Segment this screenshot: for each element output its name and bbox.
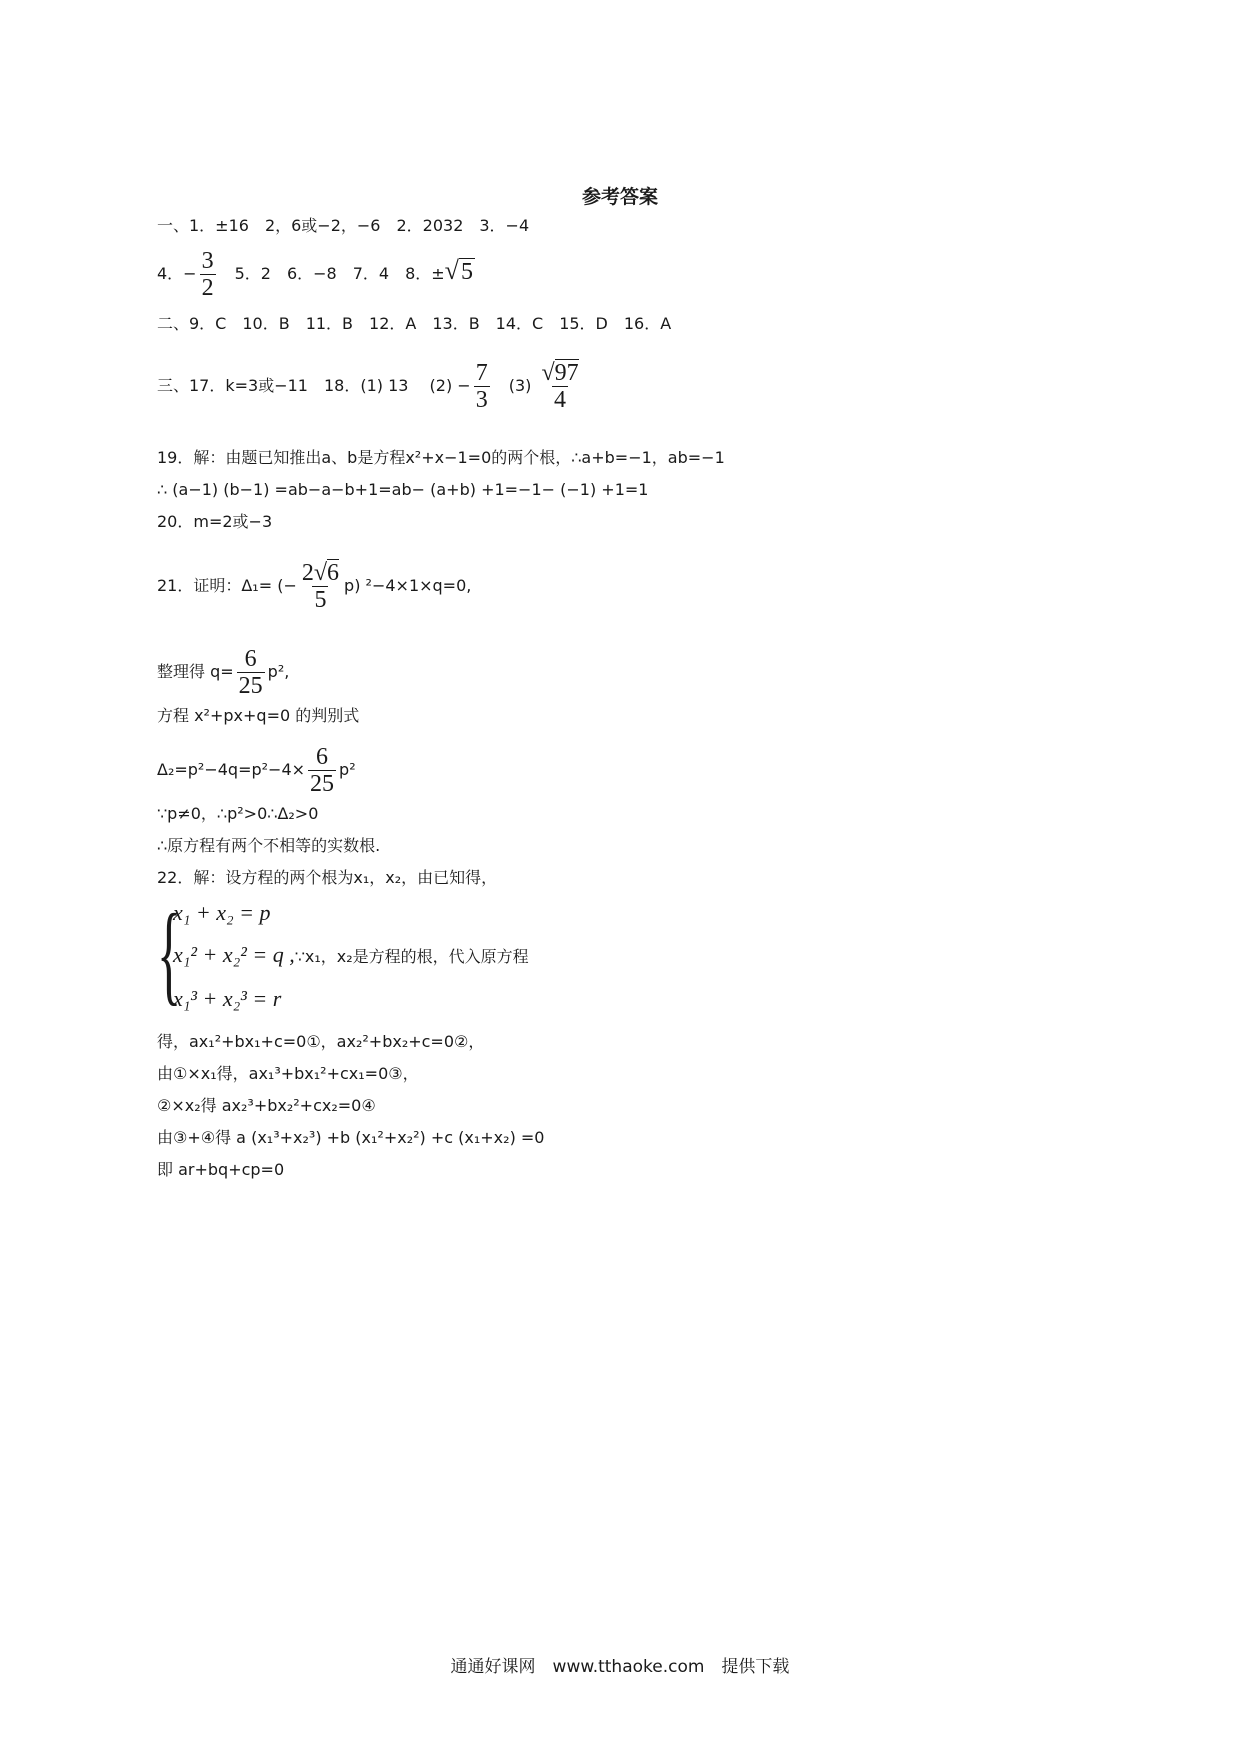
answer-line-discriminant-label: 方程 x²+px+q=0 的判别式: [157, 706, 360, 725]
answer-line-3: 二、9．C 10．B 11．B 12．A 13．B 14．C 15．D 16．A: [157, 314, 672, 333]
answer-line-22-step-4: 由③+④得 a (x₁³+x₂³) +b (x₁²+x₂²) +c (x₁+x₂) =0: [157, 1128, 545, 1147]
left-brace: {: [157, 892, 182, 1016]
line-4-prefix: 三、17．k=3或−11 18．(1) 13 (2) −: [157, 376, 471, 395]
fraction-numerator: 6: [244, 646, 257, 672]
fraction-7-3: [474, 360, 490, 413]
fraction-denominator: 25: [310, 771, 335, 797]
sqrt-radicand: 6: [327, 560, 340, 586]
answer-line-1: 一、1．±16 2，6或−2，−6 2．2032 3．−4: [157, 216, 530, 235]
sqrt-5: [444, 256, 475, 285]
sqrt-symbol: √: [313, 560, 328, 586]
numerator-coefficient: 2: [301, 560, 314, 586]
line-discriminant-suffix: p²: [339, 760, 356, 779]
answer-line-20: 20．m=2或−3: [157, 512, 273, 531]
equation-system: [157, 892, 657, 1030]
fraction-6-25: [237, 646, 265, 699]
fraction-denominator: 4: [554, 387, 567, 413]
answer-line-22-step-1: 得，ax₁²+bx₁+c=0①，ax₂²+bx₂+c=0②，: [157, 1032, 485, 1051]
fraction-denominator: 25: [238, 673, 263, 699]
line-4-middle: (3): [492, 376, 537, 395]
page-footer: 通通好课网 www.tthaoke.com 提供下载: [450, 1657, 790, 1677]
sqrt-symbol: √: [541, 360, 555, 386]
line-2-middle: 5．2 6．−8 7．4 8．±: [218, 264, 445, 283]
system-equation-3: x₁³ + x₂³ = r: [173, 986, 282, 1011]
line-discriminant-prefix: Δ₂=p²−4q=p²−4×: [157, 760, 306, 779]
answer-line-discriminant: [157, 744, 356, 797]
fraction-denominator: 3: [475, 387, 488, 413]
fraction-3-2: [200, 248, 216, 301]
sqrt-symbol: √: [444, 256, 459, 285]
fraction-sqrt97-4: [539, 360, 580, 413]
fraction-2sqrt6-5: [300, 560, 341, 613]
answer-line-conclusion: ∴原方程有两个不相等的实数根.: [157, 836, 381, 855]
line-simplify-suffix: p²,: [267, 662, 290, 681]
answer-line-19-cont: ∴ (a−1) (b−1) =ab−a−b+1=ab− (a+b) +1=−1− (−1) +1=1: [157, 480, 649, 499]
answer-line-19: 19．解：由题已知推出a、b是方程x²+x−1=0的两个根，∴a+b=−1，ab=−1: [157, 448, 725, 467]
line-21-suffix: p) ²−4×1×q=0,: [344, 576, 472, 595]
answer-line-21-simplify: [157, 646, 289, 699]
line-2-prefix: 4．−: [157, 264, 197, 283]
answer-line-22-step-2: 由①×x₁得，ax₁³+bx₁²+cx₁=0③，: [157, 1064, 419, 1083]
answer-line-22-result: 即 ar+bq+cp=0: [157, 1160, 285, 1179]
answer-line-4: [157, 360, 584, 413]
page-title: 参考答案: [581, 186, 658, 208]
answer-line-22-step-3: ②×x₂得 ax₂³+bx₂²+cx₂=0④: [157, 1096, 376, 1115]
fraction-denominator: 2: [201, 275, 214, 301]
fraction-numerator: 7: [475, 360, 488, 386]
answer-line-2: [157, 248, 475, 301]
fraction-numerator: 3: [201, 248, 214, 274]
system-equation-2-note: ∵x₁，x₂是方程的根，代入原方程: [294, 947, 529, 966]
answer-line-21: [157, 560, 471, 613]
fraction-6-25: [308, 744, 336, 797]
line-simplify-prefix: 整理得 q=: [157, 662, 234, 681]
system-equation-1: x₁ + x₂ = p: [173, 900, 271, 925]
system-equation-2-formula: x₁² + x₂² = q ,: [173, 942, 295, 967]
line-21-prefix: 21．证明：Δ₁= (−: [157, 576, 297, 595]
fraction-numerator: [539, 360, 580, 386]
answer-line-22: 22．解：设方程的两个根为x₁，x₂，由已知得，: [157, 868, 498, 887]
fraction-numerator: 6: [316, 744, 329, 770]
sqrt-radicand: 5: [460, 259, 473, 285]
sqrt-radicand: 97: [554, 360, 579, 386]
system-equation-2: [173, 942, 529, 968]
fraction-numerator: [300, 560, 341, 586]
answer-line-inequality: ∵p≠0，∴p²>0∴Δ₂>0: [157, 804, 319, 823]
fraction-denominator: 5: [314, 587, 327, 613]
